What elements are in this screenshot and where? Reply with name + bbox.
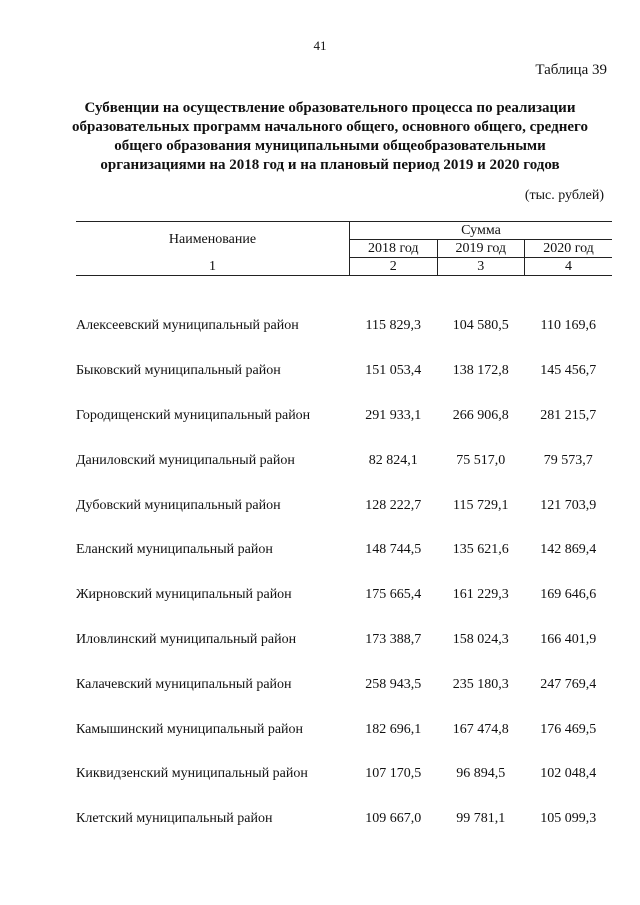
value-2018: 82 824,1: [368, 452, 418, 468]
value-2020: 176 469,5: [540, 721, 597, 737]
value-2018: 115 829,3: [365, 318, 421, 334]
district-name: Клетский муниципальный район: [76, 811, 273, 827]
district-name: Дубовский муниципальный район: [76, 497, 281, 513]
table-label: Таблица 39: [535, 62, 607, 78]
value-2020: 79 573,7: [543, 452, 593, 468]
table-row: [76, 483, 612, 528]
value-2019: 158 024,3: [452, 631, 509, 647]
table-row: [76, 662, 612, 707]
table-row: [76, 394, 612, 439]
district-name: Калачевский муниципальный район: [76, 676, 292, 692]
value-2020: 247 769,4: [540, 676, 597, 692]
column-number-3: 3: [437, 258, 525, 276]
district-name: Камышинский муниципальный район: [76, 721, 304, 737]
table-row: [76, 707, 612, 752]
value-2020: 169 646,6: [540, 587, 597, 603]
district-name: Городищенский муниципальный район: [76, 407, 311, 423]
units-label: (тыс. рублей): [524, 188, 604, 203]
column-number-1: 1: [76, 258, 350, 276]
value-2018: 128 222,7: [365, 497, 422, 513]
value-2020: 142 869,4: [540, 542, 597, 558]
table-row: [76, 349, 612, 394]
value-2019: 96 894,5: [456, 766, 506, 782]
value-2019: 138 172,8: [452, 363, 509, 379]
value-2019: 161 229,3: [452, 587, 509, 603]
header-year-2019: 2019 год: [437, 240, 525, 258]
column-number-2: 2: [350, 258, 438, 276]
value-2020: 166 401,9: [540, 631, 597, 647]
value-2018: 107 170,5: [365, 766, 422, 782]
value-2019: 135 621,6: [452, 542, 509, 558]
district-name: Иловлинский муниципальный район: [76, 631, 297, 647]
district-name: Алексеевский муниципальный район: [76, 318, 299, 334]
value-2019: 235 180,3: [452, 676, 509, 692]
column-number-4: 4: [525, 258, 613, 276]
value-2020: 102 048,4: [540, 766, 597, 782]
subsidies-table: [76, 221, 612, 842]
district-name: Еланский муниципальный район: [76, 542, 273, 558]
value-2019: 75 517,0: [456, 452, 506, 468]
value-2020: 110 169,6: [540, 318, 596, 334]
page-number: 41: [313, 38, 327, 53]
table-row: [76, 797, 612, 842]
value-2018: 151 053,4: [365, 363, 422, 379]
value-2019: 99 781,1: [456, 811, 506, 827]
value-2018: 291 933,1: [365, 407, 422, 423]
value-2020: 105 099,3: [540, 811, 597, 827]
value-2019: 115 729,1: [453, 497, 509, 513]
value-2019: 104 580,5: [452, 318, 509, 334]
district-name: Даниловский муниципальный район: [76, 452, 295, 468]
table-row: [76, 752, 612, 797]
table-row: [76, 528, 612, 573]
table-row: [76, 573, 612, 618]
value-2019: 266 906,8: [452, 407, 509, 423]
value-2020: 281 215,7: [540, 407, 597, 423]
header-year-2020: 2020 год: [525, 240, 613, 258]
value-2018: 148 744,5: [365, 542, 422, 558]
value-2019: 167 474,8: [452, 721, 509, 737]
header-name: Наименование: [76, 222, 350, 258]
document-title: Субвенции на осуществление образовательного процесса по реализации образовательных программ начального общего, основного общего, среднего общего образования муниципальными общеобразовательными организациями на 2018 год и на плановый период 2019 и 2020 годов: [72, 100, 588, 173]
district-name: Киквидзенский муниципальный район: [76, 766, 308, 782]
header-sum: Сумма: [350, 222, 613, 240]
table-row: [76, 618, 612, 663]
value-2018: 258 943,5: [365, 676, 422, 692]
value-2018: 182 696,1: [365, 721, 422, 737]
value-2018: 175 665,4: [365, 587, 422, 603]
table-row: [76, 304, 612, 349]
value-2020: 145 456,7: [540, 363, 597, 379]
value-2020: 121 703,9: [540, 497, 597, 513]
header-year-2018: 2018 год: [350, 240, 438, 258]
district-name: Быковский муниципальный район: [76, 363, 281, 379]
district-name: Жирновский муниципальный район: [76, 587, 292, 603]
value-2018: 109 667,0: [365, 811, 422, 827]
table-row: [76, 438, 612, 483]
value-2018: 173 388,7: [365, 631, 422, 647]
